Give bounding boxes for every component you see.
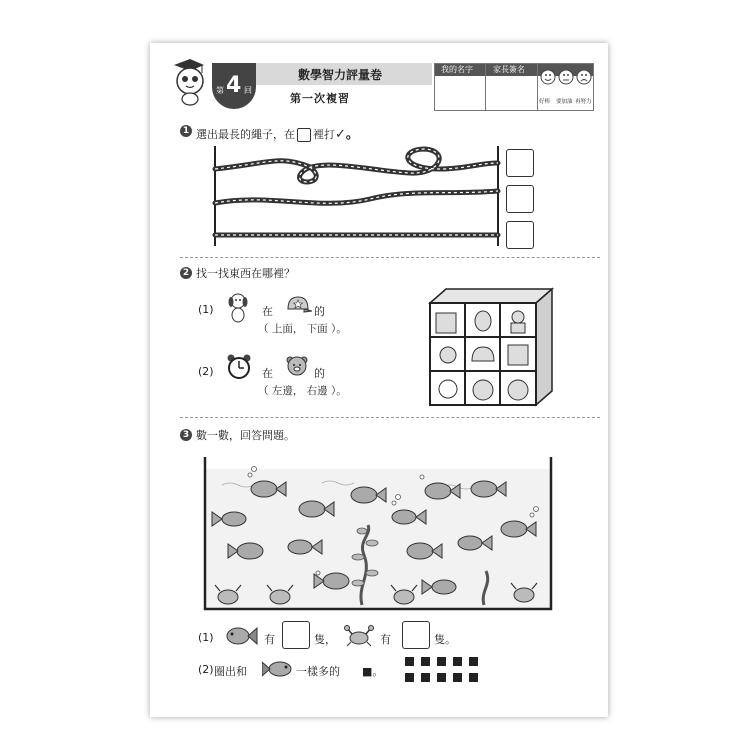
q3-number: 3: [180, 429, 192, 441]
q3-has-2: 有: [380, 633, 391, 646]
divider-2: [180, 417, 600, 418]
page-title: 數學智力評量卷: [298, 68, 383, 82]
q3-unit-1: 隻，: [314, 633, 336, 646]
round-badge: [212, 63, 256, 109]
small-fish-icon: [262, 657, 294, 681]
answer-box-rope-3[interactable]: [506, 221, 534, 249]
square-symbol: ■。: [362, 665, 384, 678]
q3-instruction: 數一數，回答問題。: [196, 429, 295, 442]
q1-number: 1: [180, 125, 192, 137]
q3-part-1-label: (1): [198, 631, 214, 644]
square-item[interactable]: [437, 657, 446, 666]
crab-icon: [344, 625, 374, 647]
q2-item-2-in: 在: [262, 367, 273, 380]
square-item[interactable]: [437, 673, 446, 682]
q3-part-2-text-b: 一樣多的: [296, 665, 340, 678]
ropes-figure: [210, 143, 502, 249]
q2-item-2-label: (2): [198, 365, 214, 378]
q1-instruction: [196, 123, 359, 142]
name-field[interactable]: [436, 77, 484, 109]
square-item[interactable]: [405, 673, 414, 682]
q3-has-1: 有: [264, 633, 275, 646]
q2-instruction: 找一找東西在哪裡？: [196, 267, 295, 280]
q2-item-1-label: (1): [198, 303, 214, 316]
square-item[interactable]: [405, 657, 414, 666]
shelf-cabinet: [428, 287, 554, 407]
q1-inline-box: [297, 128, 311, 142]
parent-field[interactable]: [487, 77, 536, 109]
q2-number: 2: [180, 267, 192, 279]
rating-try: 要加油: [556, 99, 573, 105]
fish-icon: [224, 623, 258, 649]
worksheet: [150, 43, 608, 717]
q2-item-1-in: 在: [262, 305, 273, 318]
q2-item-2-options[interactable]: （ 左邊， 右邊 ）。: [258, 385, 347, 397]
badge-prefix: 第: [216, 86, 224, 95]
q3-unit-2: 隻。: [434, 633, 456, 646]
dog-icon: [226, 291, 250, 323]
q2-item-1-of: 的: [314, 305, 325, 318]
parent-label: 家長簽名: [493, 65, 525, 74]
square-item[interactable]: [469, 657, 478, 666]
alarm-clock-icon: [226, 353, 252, 381]
name-label: 我的名字: [441, 65, 473, 74]
divider-1: [180, 257, 600, 258]
answer-box-rope-2[interactable]: [506, 185, 534, 213]
rating-faces: [539, 66, 593, 90]
square-item[interactable]: [469, 673, 478, 682]
fish-count-box[interactable]: [282, 621, 310, 649]
square-item[interactable]: [421, 673, 430, 682]
q3-part-2-text-a: 圈出和: [214, 665, 247, 678]
square-item[interactable]: [453, 657, 462, 666]
basket-bear-icon: [284, 353, 310, 379]
square-item[interactable]: [421, 657, 430, 666]
page-subtitle: 第一次複習: [290, 92, 350, 105]
q2-item-1-options[interactable]: （ 上面， 下面 ）。: [258, 323, 347, 335]
badge-suffix: 回: [244, 86, 252, 95]
fish-tank: [202, 455, 554, 613]
mascot-icon: [168, 57, 208, 107]
q1-instruction-a: 選出最長的繩子，在: [196, 128, 295, 141]
q3-part-2-label: (2): [198, 663, 214, 676]
rating-good: 好棒: [539, 99, 551, 105]
crab-count-box[interactable]: [402, 621, 430, 649]
badge-number: 4: [226, 73, 242, 98]
q2-item-2-of: 的: [314, 367, 325, 380]
rating-more: 再努力: [575, 99, 592, 105]
signature-table: [434, 63, 594, 111]
check-mark-icon: ✓。: [335, 127, 359, 142]
q1-instruction-b: 裡打: [313, 128, 335, 141]
square-item[interactable]: [453, 673, 462, 682]
cap-icon: [284, 293, 312, 315]
answer-box-rope-1[interactable]: [506, 149, 534, 177]
title-banner: [256, 63, 432, 85]
